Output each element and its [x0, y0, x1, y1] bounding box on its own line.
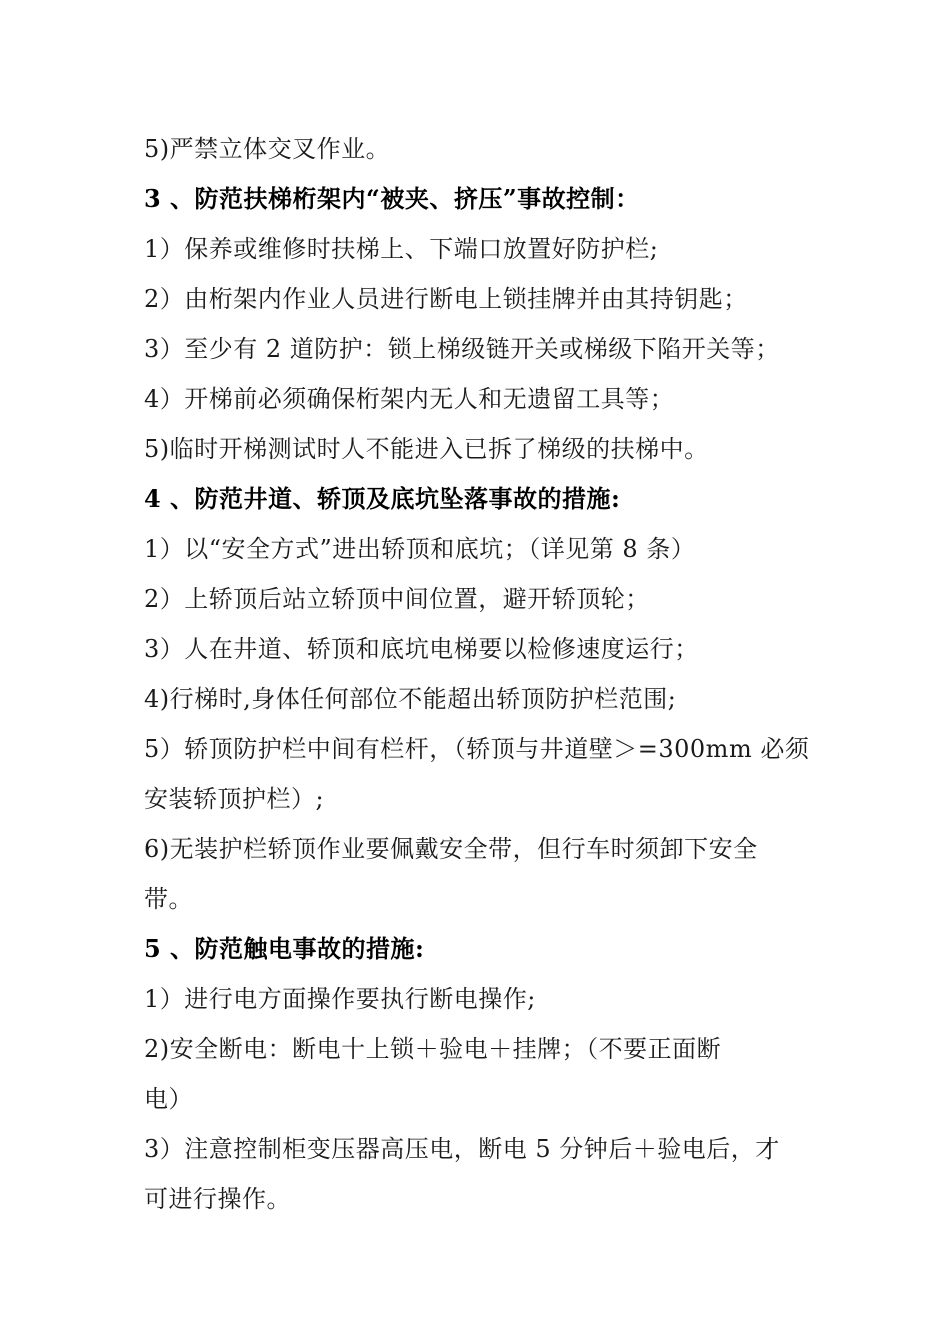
text-line: 1）进行电方面操作要执行断电操作;	[144, 985, 536, 1013]
section-heading: 3 、防范扶梯桁架内“被夹、挤压”事故控制：	[144, 184, 640, 213]
text-line: 3）至少有 2 道防护：锁上梯级链开关或梯级下陷开关等；	[144, 335, 780, 363]
text-line: 3）注意控制柜变压器高压电，断电 5 分钟后＋验电后，才	[144, 1135, 780, 1163]
text-line: 4)行梯时,身体任何部位不能超出轿顶防护栏范围;	[144, 685, 677, 713]
text-line: 2)安全断电：断电十上锁＋验电＋挂牌；（不要正面断	[144, 1035, 722, 1063]
text-line: 1）以“安全方式”进出轿顶和底坑；（详见第 8 条）	[144, 535, 696, 563]
text-line: 3）人在井道、轿顶和底坑电梯要以检修速度运行；	[144, 635, 699, 663]
text-line: 6)无装护栏轿顶作业要佩戴安全带，但行车时须卸下安全	[144, 835, 758, 863]
text-line: 5）轿顶防护栏中间有栏杆，（轿顶与井道壁＞=300mm 必须	[144, 735, 810, 763]
section-heading: 4 、防范井道、轿顶及底坑坠落事故的措施:	[144, 484, 621, 513]
text-line: 5)严禁立体交叉作业。	[144, 135, 391, 163]
text-line: 1）保养或维修时扶梯上、下端口放置好防护栏;	[144, 235, 659, 263]
text-line: 安装轿顶护栏）;	[144, 785, 325, 813]
document-body	[144, 124, 814, 1224]
text-line: 5)临时开梯测试时人不能进入已拆了梯级的扶梯中。	[144, 435, 709, 463]
text-line: 带。	[144, 885, 193, 913]
text-line: 2）由桁架内作业人员进行断电上锁挂牌并由其持钥匙；	[144, 285, 748, 313]
text-line: 2）上轿顶后站立轿顶中间位置，避开轿顶轮；	[144, 585, 650, 613]
text-line: 可进行操作。	[144, 1185, 291, 1213]
section-heading: 5 、防范触电事故的措施:	[144, 934, 425, 963]
text-line: 电）	[144, 1085, 193, 1113]
text-line: 4）开梯前必须确保桁架内无人和无遗留工具等；	[144, 385, 675, 413]
